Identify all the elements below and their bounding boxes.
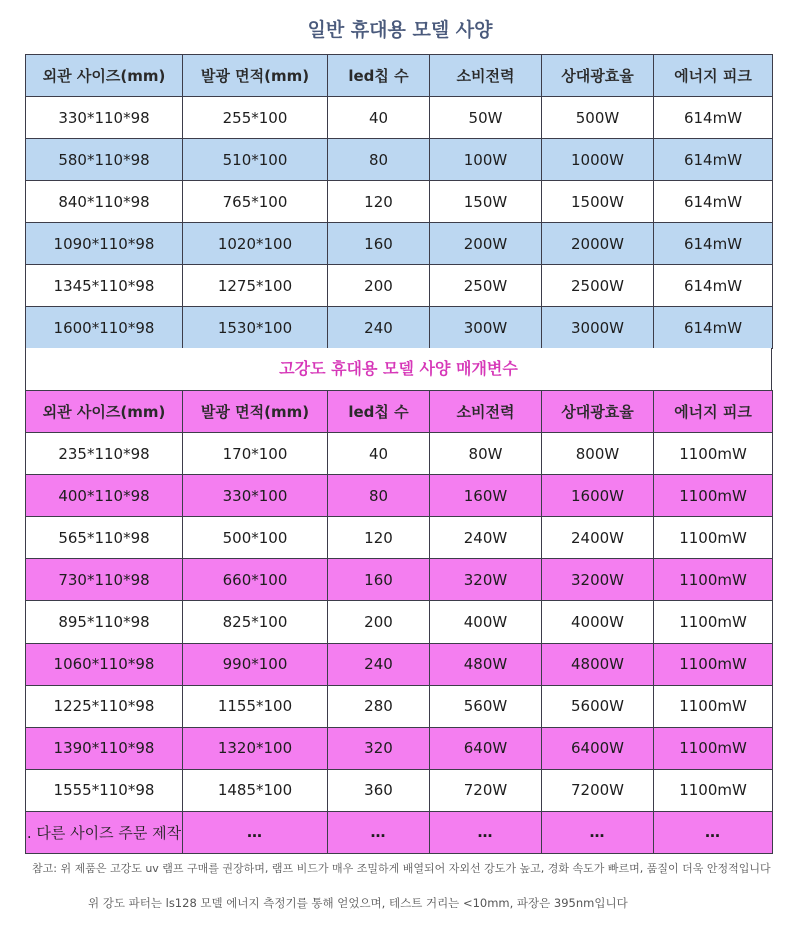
table-cell: 1100mW: [654, 601, 773, 643]
table-cell: 565*110*98: [26, 517, 183, 559]
column-header-label: 에너지 피크: [674, 67, 752, 85]
table-cell: 360: [328, 769, 430, 811]
table-row: [26, 685, 773, 727]
table-cell: 1100mW: [654, 517, 773, 559]
table-row: [26, 475, 773, 517]
table-cell: 240: [328, 643, 430, 685]
table-cell: 255*100: [183, 97, 328, 139]
table-cell: 1020*100: [183, 223, 328, 265]
title-standard-spec: 일반 휴대용 모델 사양: [307, 19, 493, 41]
column-header-label: 상대광효율: [561, 403, 634, 422]
table-cell: 480W: [430, 643, 542, 685]
table-cell: 500W: [542, 97, 654, 139]
custom-size-label: . 다른 사이즈 주문 제작: [26, 811, 183, 853]
table-cell: 1090*110*98: [26, 223, 183, 265]
table-cell: 895*110*98: [26, 601, 183, 643]
table-cell: 1500W: [542, 181, 654, 223]
table-cell: 2400W: [542, 517, 654, 559]
column-header: [26, 55, 183, 97]
table-cell: 120: [328, 517, 430, 559]
table-cell: 1000W: [542, 139, 654, 181]
table-cell: 1100mW: [654, 769, 773, 811]
table-row: [26, 727, 773, 769]
table-cell: 1345*110*98: [26, 265, 183, 307]
high-intensity-spec-table: [25, 390, 773, 854]
table-cell: 80: [328, 139, 430, 181]
table-cell: 840*110*98: [26, 181, 183, 223]
table-cell: 50W: [430, 97, 542, 139]
table-cell: 80W: [430, 433, 542, 475]
table-cell: 614mW: [654, 307, 773, 349]
column-header-label: 상대광효율: [561, 67, 634, 85]
table-row: [26, 643, 773, 685]
table-cell: 1320*100: [183, 727, 328, 769]
column-header-label: led칩 수: [348, 67, 409, 85]
table-cell: 160W: [430, 475, 542, 517]
ellipsis-cell: …: [542, 811, 654, 853]
column-header-label: 소비전력: [456, 403, 515, 422]
column-header: [328, 55, 430, 97]
table-cell: 765*100: [183, 181, 328, 223]
column-header: [430, 391, 542, 433]
column-header-label: 발광 면적(mm): [200, 403, 310, 422]
table-row: [26, 559, 773, 601]
table-cell: 320W: [430, 559, 542, 601]
table-cell: 614mW: [654, 97, 773, 139]
table-row: [26, 433, 773, 475]
table-cell: 1555*110*98: [26, 769, 183, 811]
table-cell: 1390*110*98: [26, 727, 183, 769]
table-cell: 614mW: [654, 223, 773, 265]
table-cell: 160: [328, 559, 430, 601]
column-header: [183, 391, 328, 433]
table-cell: 1100mW: [654, 433, 773, 475]
table-cell: 1155*100: [183, 685, 328, 727]
table-cell: 250W: [430, 265, 542, 307]
column-header: [542, 55, 654, 97]
table-cell: 120: [328, 181, 430, 223]
table-cell: 1060*110*98: [26, 643, 183, 685]
table-row: [26, 265, 773, 307]
table-cell: 2000W: [542, 223, 654, 265]
table-cell: 3000W: [542, 307, 654, 349]
column-header: [328, 391, 430, 433]
title-high-intensity-spec: 고강도 휴대용 모델 사양 매개변수: [25, 348, 772, 390]
table-row: [26, 97, 773, 139]
column-header: [654, 55, 773, 97]
table-cell: 1100mW: [654, 727, 773, 769]
table-cell: 720W: [430, 769, 542, 811]
column-header: [26, 391, 183, 433]
table-cell: 1100mW: [654, 643, 773, 685]
column-header-label: 외관 사이즈(mm): [42, 67, 166, 85]
column-header-label: 에너지 피크: [674, 403, 752, 422]
ellipsis-cell: …: [430, 811, 542, 853]
table-cell: 730*110*98: [26, 559, 183, 601]
table-cell: 80: [328, 475, 430, 517]
table-cell: 1600*110*98: [26, 307, 183, 349]
table-cell: 1600W: [542, 475, 654, 517]
table-cell: 1100mW: [654, 559, 773, 601]
table-cell: 6400W: [542, 727, 654, 769]
table-cell: 800W: [542, 433, 654, 475]
table-cell: 560W: [430, 685, 542, 727]
table-cell: 240: [328, 307, 430, 349]
table-cell: 200: [328, 265, 430, 307]
table-header-row: [26, 55, 773, 97]
column-header-label: 소비전력: [456, 67, 515, 85]
table-cell: 1275*100: [183, 265, 328, 307]
table-cell: 640W: [430, 727, 542, 769]
ellipsis-cell: …: [328, 811, 430, 853]
table-cell: 4800W: [542, 643, 654, 685]
note-recommendation: 참고: 위 제품은 고강도 uv 램프 구매를 권장하며, 램프 비드가 매우 조밀하게 배열되어 자외선 강도가 높고, 경화 속도가 빠르며, 품질이 더욱 안정적입니다: [32, 862, 771, 875]
table-cell: 400W: [430, 601, 542, 643]
table-cell: 614mW: [654, 139, 773, 181]
standard-spec-table: [25, 54, 773, 349]
table-row: [26, 223, 773, 265]
column-header: [430, 55, 542, 97]
table-row: [26, 139, 773, 181]
custom-size-row: [26, 811, 773, 853]
table-row: [26, 181, 773, 223]
table-cell: 40: [328, 433, 430, 475]
table-header-row: [26, 391, 773, 433]
table-cell: 614mW: [654, 181, 773, 223]
column-header: [183, 55, 328, 97]
table-cell: 3200W: [542, 559, 654, 601]
table-cell: 40: [328, 97, 430, 139]
table-cell: 825*100: [183, 601, 328, 643]
table-cell: 1100mW: [654, 475, 773, 517]
table-cell: 5600W: [542, 685, 654, 727]
table-cell: 510*100: [183, 139, 328, 181]
table-cell: 1225*110*98: [26, 685, 183, 727]
table-cell: 1100mW: [654, 685, 773, 727]
ellipsis-cell: …: [183, 811, 328, 853]
table-row: [26, 517, 773, 559]
table-cell: 614mW: [654, 265, 773, 307]
table-cell: 100W: [430, 139, 542, 181]
column-header: [654, 391, 773, 433]
table-cell: 160: [328, 223, 430, 265]
table-cell: 4000W: [542, 601, 654, 643]
table-cell: 280: [328, 685, 430, 727]
table-cell: 2500W: [542, 265, 654, 307]
table-row: [26, 601, 773, 643]
table-cell: 580*110*98: [26, 139, 183, 181]
table-cell: 200: [328, 601, 430, 643]
column-header-label: led칩 수: [348, 403, 409, 422]
table-row: [26, 769, 773, 811]
table-cell: 330*100: [183, 475, 328, 517]
table-cell: 990*100: [183, 643, 328, 685]
table-cell: 235*110*98: [26, 433, 183, 475]
column-header: [542, 391, 654, 433]
table-cell: 330*110*98: [26, 97, 183, 139]
table-cell: 200W: [430, 223, 542, 265]
table-cell: 400*110*98: [26, 475, 183, 517]
table-cell: 1530*100: [183, 307, 328, 349]
table-cell: 240W: [430, 517, 542, 559]
ellipsis-cell: …: [654, 811, 773, 853]
table-cell: 7200W: [542, 769, 654, 811]
table-row: [26, 307, 773, 349]
column-header-label: 발광 면적(mm): [200, 67, 310, 85]
column-header-label: 외관 사이즈(mm): [42, 403, 166, 422]
note-measurement: 위 강도 파터는 ls128 모델 에너지 측정기를 통해 얻었으며, 테스트 거리는 <10mm, 파장은 395nm입니다: [88, 896, 628, 910]
table-cell: 320: [328, 727, 430, 769]
table-cell: 300W: [430, 307, 542, 349]
table-cell: 150W: [430, 181, 542, 223]
table-cell: 500*100: [183, 517, 328, 559]
table-cell: 1485*100: [183, 769, 328, 811]
table-cell: 170*100: [183, 433, 328, 475]
table-cell: 660*100: [183, 559, 328, 601]
